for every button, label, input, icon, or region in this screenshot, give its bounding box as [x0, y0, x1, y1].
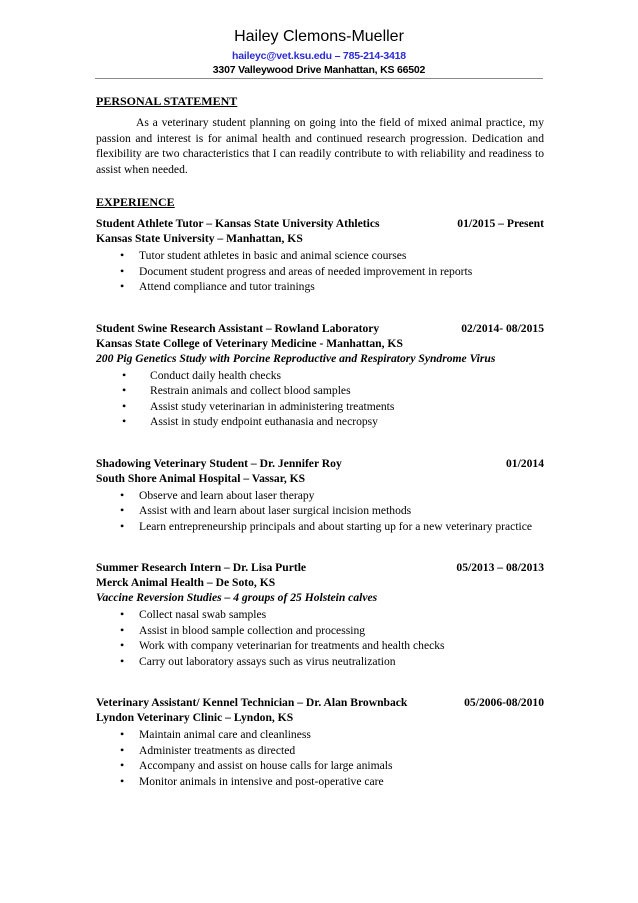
- job-place: Merck Animal Health – De Soto, KS: [96, 576, 276, 589]
- job-header: [96, 560, 544, 575]
- job-place: Kansas State College of Veterinary Medicine - Manhattan, KS: [96, 336, 403, 350]
- duty-item: • Monitor animals in intensive and post-operative care: [96, 774, 544, 790]
- job-role: Student Athlete Tutor – Kansas State University Athletics: [96, 217, 380, 230]
- duty-item: • Conduct daily health checks: [96, 368, 544, 384]
- personal-statement-text: As a veterinary student planning on going into the field of mixed animal practice, my passion and interest is for animal health and continued research progression. Dedication and flexibility are two characteristics that I can readily contribute to with reliability and readiness to assist when needed.: [96, 116, 544, 176]
- job-dates: 05/2006-08/2010: [464, 696, 544, 709]
- job-header: [96, 321, 544, 336]
- header-divider: [95, 78, 543, 79]
- job-header: [96, 216, 544, 231]
- job-entry: [96, 321, 544, 430]
- job-duties: [96, 727, 544, 789]
- duty-item: • Administer treatments as directed: [96, 743, 544, 759]
- contact-line[interactable]: haileyc@vet.ksu.edu – 785-214-3418: [232, 50, 406, 62]
- job-role: Summer Research Intern – Dr. Lisa Purtle: [96, 561, 307, 574]
- job-duties: [96, 368, 544, 430]
- job-header: [96, 456, 544, 471]
- job-entry: [96, 560, 544, 669]
- duty-item: • Maintain animal care and cleanliness: [96, 727, 544, 743]
- applicant-name: Hailey Clemons-Mueller: [234, 28, 404, 45]
- job-dates: 01/2015 – Present: [457, 217, 544, 230]
- duty-item: • Assist study veterinarian in administering treatments: [96, 399, 544, 415]
- duty-item: • Collect nasal swab samples: [96, 607, 544, 623]
- job-study: Vaccine Reversion Studies – 4 groups of 25 Holstein calves: [96, 591, 378, 604]
- duty-item: • Work with company veterinarian for treatments and health checks: [96, 638, 544, 654]
- job-entry: [96, 456, 544, 535]
- duty-item: • Learn entrepreneurship principals and about starting up for a new veterinary practice: [96, 519, 544, 535]
- duty-item: • Restrain animals and collect blood samples: [96, 383, 544, 399]
- job-dates: 02/2014- 08/2015: [461, 321, 544, 335]
- duty-item: • Tutor student athletes in basic and animal science courses: [96, 248, 544, 264]
- job-duties: [96, 607, 544, 669]
- job-header: [96, 695, 544, 710]
- resume-body: [96, 94, 544, 815]
- job-place: Kansas State University – Manhattan, KS: [96, 232, 303, 245]
- job-place: South Shore Animal Hospital – Vassar, KS: [96, 471, 306, 485]
- job-duties: [96, 248, 544, 295]
- duty-item: • Observe and learn about laser therapy: [96, 488, 544, 504]
- personal-statement-heading: PERSONAL STATEMENT: [96, 94, 238, 108]
- job-study: 200 Pig Genetics Study with Porcine Reproductive and Respiratory Syndrome Virus: [96, 351, 496, 365]
- job-entry: [96, 695, 544, 789]
- duty-item: • Assist in blood sample collection and processing: [96, 623, 544, 639]
- job-duties: [96, 488, 544, 535]
- job-role: Student Swine Research Assistant – Rowland Laboratory: [96, 321, 380, 335]
- job-role: Shadowing Veterinary Student – Dr. Jennifer Roy: [96, 456, 342, 470]
- job-dates: 05/2013 – 08/2013: [456, 561, 544, 574]
- duty-item: • Accompany and assist on house calls for large animals: [96, 758, 544, 774]
- duty-item: • Carry out laboratory assays such as virus neutralization: [96, 654, 544, 670]
- job-dates: 01/2014: [505, 456, 544, 470]
- job-place: Lyndon Veterinary Clinic – Lyndon, KS: [96, 711, 294, 724]
- duty-item: • Assist with and learn about laser surgical incision methods: [96, 503, 544, 519]
- experience-heading: EXPERIENCE: [96, 195, 175, 209]
- duty-item: • Document student progress and areas of needed improvement in reports: [96, 264, 544, 280]
- duty-item: • Assist in study endpoint euthanasia and necropsy: [96, 414, 544, 430]
- job-entry: [96, 216, 544, 295]
- job-role: Veterinary Assistant/ Kennel Technician – Dr. Alan Brownback: [96, 696, 408, 709]
- address-line: 3307 Valleywood Drive Manhattan, KS 66502: [212, 64, 426, 76]
- duty-item: • Attend compliance and tutor trainings: [96, 279, 544, 295]
